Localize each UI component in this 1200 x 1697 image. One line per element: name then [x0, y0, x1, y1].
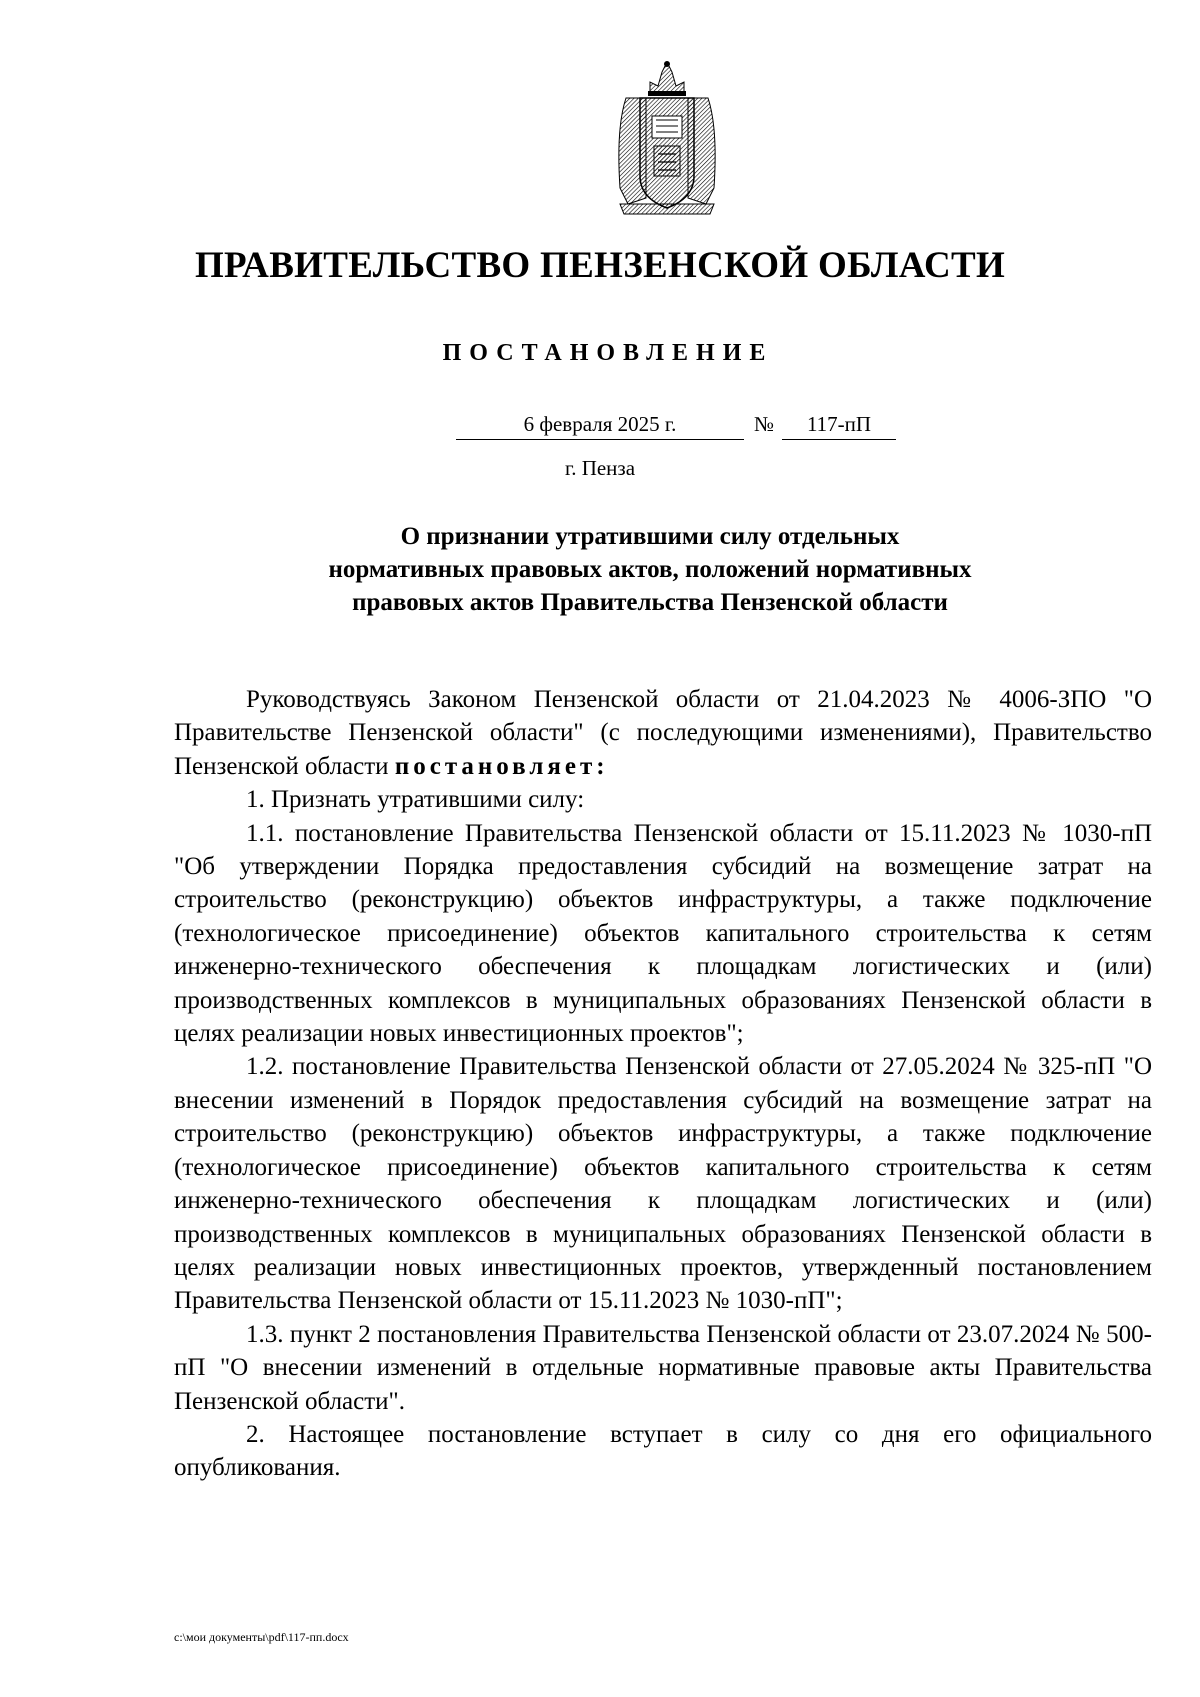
document-number: 117-пП — [782, 412, 896, 440]
item-2-paragraph: 2. Настоящее постановление вступает в силу со дня его официального опубликования. — [174, 1420, 1152, 1482]
file-path-footer: c:\мои документы\pdf\117-пп.docx — [174, 1630, 349, 1644]
document-date: 6 февраля 2025 г. — [456, 412, 744, 440]
number-sign: № — [753, 412, 775, 436]
item-1-2-paragraph: 1.2. постановление Правительства Пензенской области от 27.05.2024 № 325-пП "О внесении изменений в Порядок предоставления субсидий на возмещение затрат на строительство (реконструкцию) объектов инфраструктуры, а также подключение (технологическое присоединение) объектов капитального строительства к сетям инженерно-технического обеспечения к площадкам логистических и (или) производственных комплексов в муниципальных образованиях Пензенской области в целях реализации новых инвестиционных проектов, утвержденный постановлением Правительства Пензенской области от 15.11.2023 № 1030-пП"; — [174, 1053, 1152, 1315]
subject-line: нормативных правовых актов, положений нормативных — [328, 556, 972, 583]
subject-line: О признании утратившими силу отдельных — [400, 523, 900, 550]
document-body — [174, 683, 1152, 1485]
subject-line: правовых актов Правительства Пензенской области — [352, 589, 948, 616]
preamble-paragraph — [174, 683, 1152, 783]
item-1-3-paragraph: 1.3. пункт 2 постановления Правительства Пензенской области от 23.07.2024 № 500-пП "О внесении изменений в отдельные нормативные правовые акты Правительства Пензенской области". — [174, 1320, 1152, 1415]
document-type-title: ПОСТАНОВЛЕНИЕ — [442, 340, 774, 366]
coat-of-arms-emblem — [606, 58, 728, 218]
preamble-text: Руководствуясь Законом Пензенской области от 21.04.2023 № 4006-ЗПО "О Правительстве Пензенской области" (с последующими изменениями), Правительство Пензенской области — [174, 686, 1152, 780]
item-1-1-paragraph: 1.1. постановление Правительства Пензенской области от 15.11.2023 № 1030-пП "Об утверждении Порядка предоставления субсидий на возмещение затрат на строительство (реконструкцию) объектов инфраструктуры, а также подключение (технологическое присоединение) объектов капитального строительства к сетям инженерно-технического обеспечения к площадкам логистических и (или) производственных комплексов в муниципальных образованиях Пензенской области в целях реализации новых инвестиционных проектов"; — [174, 819, 1152, 1048]
item-1-paragraph: 1. Признать утратившими силу: — [246, 786, 585, 814]
city-name: г. Пенза — [564, 456, 636, 480]
government-title: ПРАВИТЕЛЬСТВО ПЕНЗЕНСКОЙ ОБЛАСТИ — [194, 245, 1006, 286]
decides-word: постановляет: — [394, 752, 609, 780]
document-subject — [200, 520, 1100, 619]
